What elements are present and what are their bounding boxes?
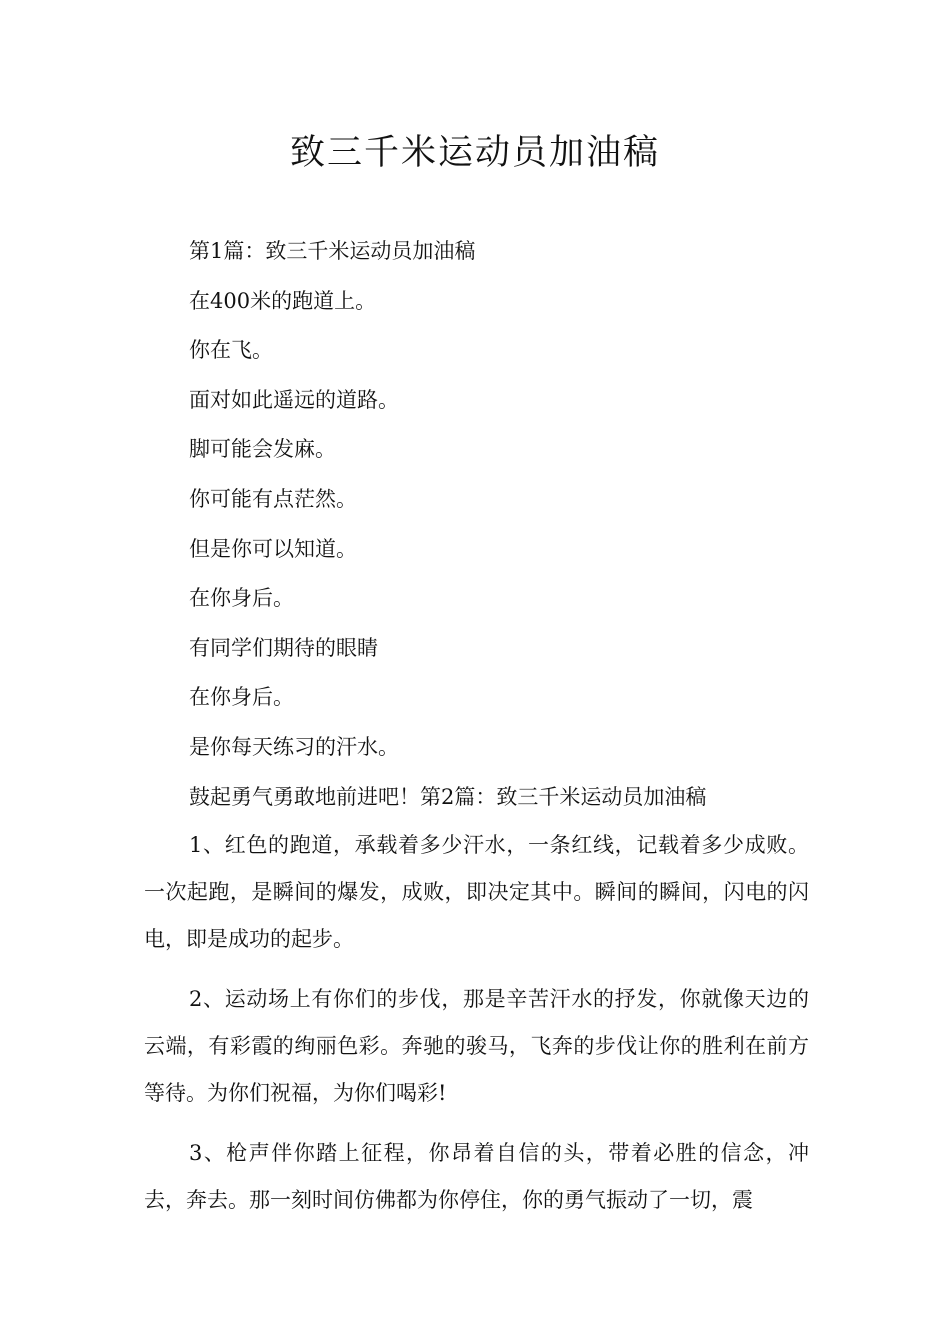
body-paragraph: 1、红色的跑道，承载着多少汗水，一条红线，记载着多少成败。一次起跑，是瞬间的爆发，成败，即决定其中。瞬间的瞬间，闪电的闪电，即是成功的起步。 (144, 833, 809, 952)
body-paragraph: 2、运动场上有你们的步伐，那是辛苦汗水的抒发，你就像天边的云端，有彩霞的绚丽色彩。奔驰的骏马，飞奔的步伐让你的胜利在前方等待。为你们祝福，为你们喝彩! (144, 987, 809, 1106)
document-title: 致三千米运动员加油稿 (289, 133, 660, 173)
body-line: 你在飞。 (189, 338, 273, 363)
body-line: 脚可能会发麻。 (189, 437, 336, 462)
body-line: 鼓起勇气勇敢地前进吧！第2篇：致三千米运动员加油稿 (189, 784, 707, 809)
document-body (144, 227, 809, 1224)
body-line: 面对如此遥远的道路。 (189, 387, 399, 412)
body-line: 在你身后。 (189, 685, 294, 710)
body-line: 第1篇：致三千米运动员加油稿 (189, 239, 476, 263)
body-line: 在你身后。 (189, 586, 294, 611)
body-line: 是你每天练习的汗水。 (189, 734, 399, 759)
body-line: 有同学们期待的眼睛 (189, 635, 378, 660)
body-line: 在400米的跑道上。 (189, 288, 377, 313)
body-line: 但是你可以知道。 (189, 536, 357, 561)
body-line: 你可能有点茫然。 (189, 486, 357, 511)
body-paragraph: 3、枪声伴你踏上征程，你昂着自信的头，带着必胜的信念，冲去，奔去。那一刻时间仿佛都为你停住，你的勇气振动了一切，震 (144, 1141, 809, 1213)
